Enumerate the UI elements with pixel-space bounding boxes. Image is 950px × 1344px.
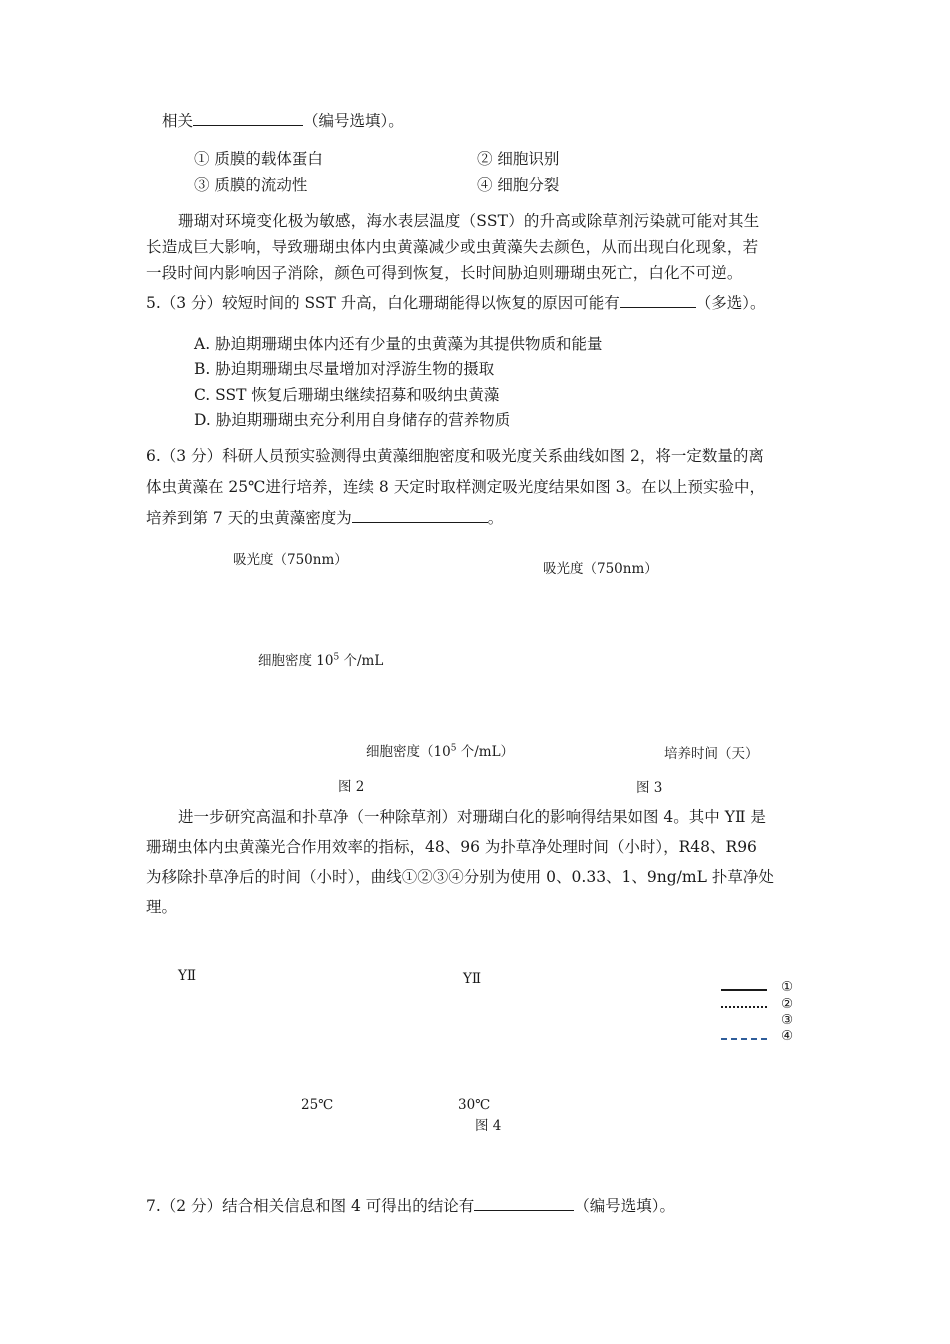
fig2-xlabel-suffix: 个/mL）	[456, 744, 515, 760]
legend-label-2: ②	[781, 996, 794, 1012]
fig2-xlabel	[366, 740, 514, 760]
q6-last-text: 培养到第 7 天的虫黄藻密度为	[146, 509, 352, 527]
fig2-xlabel-sup: 5	[450, 743, 457, 754]
legend-line-dashed	[721, 1038, 767, 1040]
fig2-ylabel: 吸光度（750nm）	[233, 552, 348, 568]
q4-tail-suffix: （编号选填）。	[303, 112, 404, 130]
passage2-line-3: 为移除扑草净后的时间（小时），曲线①②③④分别为使用 0、0.33、1、9ng/mL 扑草净处	[146, 868, 774, 886]
passage1-line-1: 珊瑚对环境变化极为敏感，海水表层温度（SST）的升高或除草剂污染就可能对其生	[178, 212, 760, 230]
q5-option-a: A. 胁迫期珊瑚虫体内还有少量的虫黄藻为其提供物质和能量	[194, 335, 603, 353]
fig2-annotation-suffix: 个/mL	[339, 653, 384, 669]
q6-line-3	[146, 505, 503, 531]
q5-answer-blank[interactable]	[620, 292, 696, 308]
q7-answer-blank[interactable]	[474, 1195, 574, 1211]
q5-option-d: D. 胁迫期珊瑚虫充分利用自身储存的营养物质	[194, 411, 511, 429]
legend-label-1: ①	[781, 979, 794, 995]
passage2-line-4: 理。	[146, 898, 178, 916]
passage2-line-2: 珊瑚虫体内虫黄藻光合作用效率的指标，48、96 为扑草净处理时间（小时），R48、R96	[146, 838, 757, 856]
q5-stem-suffix: （多选）。	[695, 294, 766, 312]
q6-answer-blank[interactable]	[352, 507, 488, 523]
fig4-caption: 图 4	[475, 1118, 502, 1134]
q5-stem-text: 5.（3 分）较短时间的 SST 升高，白化珊瑚能得以恢复的原因可能有	[146, 294, 620, 312]
q7-stem	[146, 1193, 675, 1219]
legend-line-solid	[721, 989, 767, 991]
fig3-caption: 图 3	[636, 780, 663, 796]
q7-stem-text: 7.（2 分）结合相关信息和图 4 可得出的结论有	[146, 1197, 475, 1215]
fig2-caption: 图 2	[338, 779, 365, 795]
fig4-right-temp: 30℃	[458, 1097, 491, 1113]
q5-stem	[146, 290, 766, 316]
legend-line-dotted	[721, 1006, 767, 1008]
legend-label-4: ④	[781, 1028, 794, 1044]
fig4-left-temp: 25℃	[301, 1097, 334, 1113]
q4-tail-text: 相关	[162, 112, 194, 130]
q4-option-2: ② 细胞识别	[477, 150, 560, 168]
fig4-right-ylabel: YⅡ	[463, 971, 482, 987]
q6-line-1: 6.（3 分）科研人员预实验测得虫黄藻细胞密度和吸光度关系曲线如图 2，将一定数量的离	[146, 447, 764, 465]
q5-option-c: C. SST 恢复后珊瑚虫继续招募和吸纳虫黄藻	[194, 386, 500, 404]
q4-tail	[162, 108, 404, 134]
q4-answer-blank[interactable]	[193, 110, 303, 126]
fig2-annotation-sup: 5	[333, 652, 340, 663]
q4-option-1: ① 质膜的载体蛋白	[194, 150, 323, 168]
fig2-annotation-prefix: 细胞密度 10	[258, 653, 334, 669]
passage1-line-3: 一段时间内影响因子消除，颜色可得到恢复，长时间胁迫则珊瑚虫死亡，白化不可逆。	[146, 264, 743, 282]
q6-suffix: 。	[487, 509, 504, 527]
q4-option-3: ③ 质膜的流动性	[194, 176, 308, 194]
q7-suffix: （编号选填）。	[574, 1197, 676, 1215]
fig2-annotation	[258, 649, 383, 669]
fig3-xlabel: 培养时间（天）	[664, 746, 759, 762]
fig3-ylabel: 吸光度（750nm）	[543, 561, 658, 577]
legend-label-3: ③	[781, 1012, 794, 1028]
passage1-line-2: 长造成巨大影响，导致珊瑚虫体内虫黄藻减少或虫黄藻失去颜色，从而出现白化现象，若	[146, 238, 759, 256]
q4-option-4: ④ 细胞分裂	[477, 176, 560, 194]
passage2-line-1: 进一步研究高温和扑草净（一种除草剂）对珊瑚白化的影响得结果如图 4。其中 YⅡ 是	[178, 808, 766, 826]
fig4-left-ylabel: YⅡ	[178, 968, 197, 984]
q5-option-b: B. 胁迫期珊瑚虫尽量增加对浮游生物的摄取	[194, 360, 495, 378]
q6-line-2: 体虫黄藻在 25℃进行培养，连续 8 天定时取样测定吸光度结果如图 3。在以上预实验中，	[146, 478, 765, 496]
fig2-xlabel-prefix: 细胞密度（10	[366, 744, 451, 760]
